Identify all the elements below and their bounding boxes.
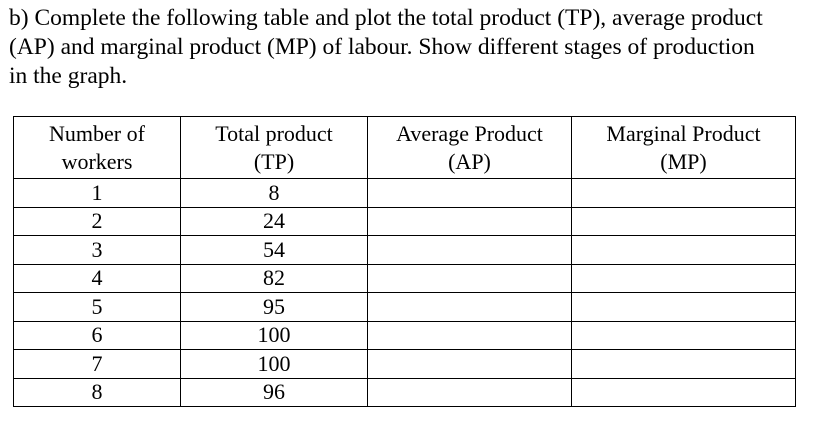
table-header-row <box>14 117 796 179</box>
cell-workers: 6 <box>14 321 181 350</box>
header-line: Number of <box>49 120 145 146</box>
cell-mp[interactable] <box>572 293 796 322</box>
cell-mp[interactable] <box>572 378 796 407</box>
cell-mp[interactable] <box>572 350 796 379</box>
cell-mp[interactable] <box>572 264 796 293</box>
production-table <box>13 116 796 407</box>
cell-workers: 7 <box>14 350 181 379</box>
cell-tp: 96 <box>181 378 368 407</box>
cell-ap[interactable] <box>368 321 572 350</box>
cell-workers: 1 <box>14 179 181 208</box>
cell-tp: 24 <box>181 207 368 236</box>
question-line: in the graph. <box>9 63 128 89</box>
cell-workers: 8 <box>14 378 181 407</box>
question-line: b) Complete the following table and plot the total product (TP), average product <box>9 5 763 31</box>
table-row <box>14 293 796 322</box>
header-line: Total product <box>215 120 333 146</box>
cell-tp: 82 <box>181 264 368 293</box>
cell-tp: 100 <box>181 350 368 379</box>
question-line: (AP) and marginal product (MP) of labour. Show different stages of production <box>9 34 755 60</box>
cell-workers: 5 <box>14 293 181 322</box>
header-marginal-product <box>572 117 796 179</box>
cell-ap[interactable] <box>368 293 572 322</box>
table-row <box>14 207 796 236</box>
header-workers <box>14 117 181 179</box>
header-line: (TP) <box>253 148 295 174</box>
cell-ap[interactable] <box>368 264 572 293</box>
cell-tp: 8 <box>181 179 368 208</box>
header-line: (AP) <box>448 148 491 174</box>
cell-workers: 3 <box>14 236 181 265</box>
cell-ap[interactable] <box>368 378 572 407</box>
header-average-product <box>368 117 572 179</box>
cell-mp[interactable] <box>572 236 796 265</box>
cell-tp: 100 <box>181 321 368 350</box>
cell-workers: 2 <box>14 207 181 236</box>
cell-ap[interactable] <box>368 207 572 236</box>
header-line: (MP) <box>660 148 707 174</box>
table-row <box>14 350 796 379</box>
cell-ap[interactable] <box>368 236 572 265</box>
table-row <box>14 321 796 350</box>
cell-ap[interactable] <box>368 179 572 208</box>
header-line: Average Product <box>396 120 543 146</box>
header-line: workers <box>61 148 133 174</box>
cell-mp[interactable] <box>572 207 796 236</box>
cell-mp[interactable] <box>572 179 796 208</box>
question-text <box>9 4 817 91</box>
table-row <box>14 264 796 293</box>
cell-tp: 95 <box>181 293 368 322</box>
cell-tp: 54 <box>181 236 368 265</box>
header-total-product <box>181 117 368 179</box>
cell-mp[interactable] <box>572 321 796 350</box>
table-row <box>14 236 796 265</box>
cell-ap[interactable] <box>368 350 572 379</box>
cell-workers: 4 <box>14 264 181 293</box>
table-row <box>14 179 796 208</box>
header-line: Marginal Product <box>606 120 761 146</box>
table-row <box>14 378 796 407</box>
